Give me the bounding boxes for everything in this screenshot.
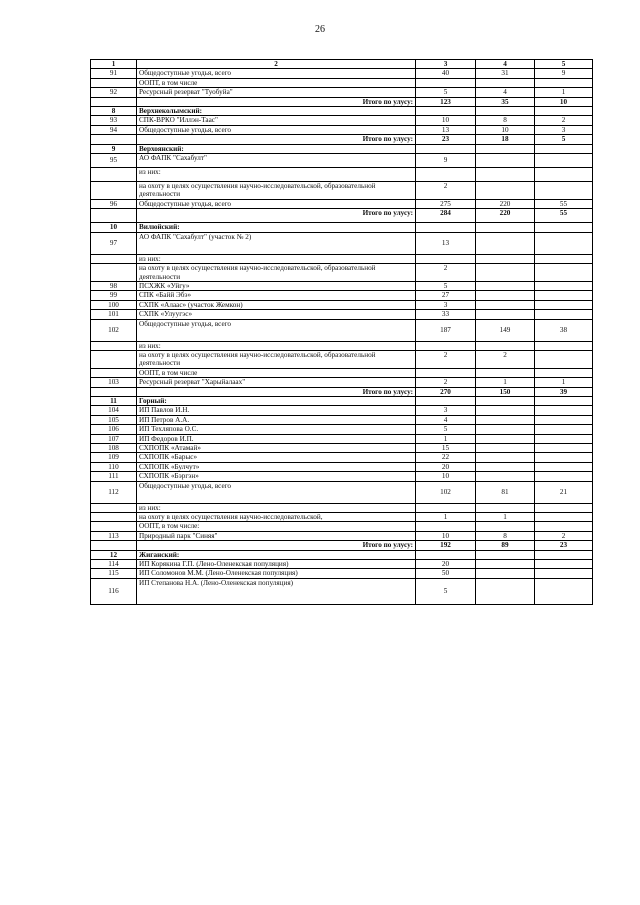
row-number-cell: 108 — [91, 444, 137, 453]
row-name-cell: ООПТ, в том числе: — [137, 522, 416, 531]
table-row — [91, 281, 593, 290]
row-number-cell — [91, 168, 137, 182]
row-name-cell: Природный парк "Синяя" — [137, 531, 416, 540]
col4-value-cell — [476, 503, 535, 512]
table-row — [91, 300, 593, 309]
empty-cell — [416, 107, 476, 116]
col3-value-cell: 102 — [416, 481, 476, 503]
empty-cell — [476, 396, 535, 405]
table-row — [91, 425, 593, 434]
row-number-cell: 91 — [91, 69, 137, 78]
row-name-cell: на охоту в целях осуществления научно-исследовательской, образовательной деятельности — [137, 182, 416, 200]
col4-value-cell — [476, 300, 535, 309]
col3-value-cell: 10 — [416, 472, 476, 481]
district-total-row — [91, 97, 593, 106]
row-name-cell: из них: — [137, 254, 416, 263]
row-number-cell: 109 — [91, 453, 137, 462]
hunting-grounds-table — [90, 59, 593, 605]
col3-value-cell — [416, 168, 476, 182]
row-name-cell: ИП Степанова Н.А. (Лено-Оленекская популяция) — [137, 578, 416, 604]
col5-value-cell — [535, 472, 593, 481]
col3-value-cell — [416, 368, 476, 377]
total-col4-cell: 220 — [476, 209, 535, 223]
col5-value-cell — [535, 182, 593, 200]
col4-value-cell: 81 — [476, 481, 535, 503]
row-number-cell — [91, 135, 137, 144]
table-row — [91, 578, 593, 604]
table-row — [91, 154, 593, 168]
district-number-cell: 12 — [91, 550, 137, 559]
district-header-row — [91, 550, 593, 559]
col3-value-cell: 5 — [416, 425, 476, 434]
col5-value-cell — [535, 453, 593, 462]
col4-value-cell: 2 — [476, 350, 535, 368]
total-col5-cell: 23 — [535, 541, 593, 550]
col4-value-cell — [476, 232, 535, 254]
col3-value-cell — [416, 254, 476, 263]
col5-value-cell: 2 — [535, 531, 593, 540]
table-row — [91, 481, 593, 503]
row-number-cell — [91, 341, 137, 350]
row-number-cell: 104 — [91, 406, 137, 415]
col3-value-cell: 13 — [416, 232, 476, 254]
table-row — [91, 569, 593, 578]
col3-value-cell: 2 — [416, 264, 476, 282]
district-total-row — [91, 135, 593, 144]
row-name-cell: ИП Техляпова О.С. — [137, 425, 416, 434]
row-number-cell — [91, 387, 137, 396]
row-name-cell: ИП Корякина Г.П. (Лено-Оленекская популяция) — [137, 560, 416, 569]
col4-value-cell — [476, 254, 535, 263]
row-number-cell: 97 — [91, 232, 137, 254]
row-number-cell: 102 — [91, 319, 137, 341]
table-row — [91, 415, 593, 424]
empty-cell — [416, 223, 476, 232]
total-col5-cell: 10 — [535, 97, 593, 106]
col3-value-cell: 20 — [416, 560, 476, 569]
col5-value-cell — [535, 406, 593, 415]
table-row — [91, 531, 593, 540]
row-name-cell: СХПОПК «Атамай» — [137, 444, 416, 453]
col3-value-cell: 2 — [416, 350, 476, 368]
row-number-cell: 106 — [91, 425, 137, 434]
col3-value-cell: 33 — [416, 310, 476, 319]
col4-value-cell: 149 — [476, 319, 535, 341]
col4-value-cell — [476, 406, 535, 415]
header-cell-3: 3 — [416, 60, 476, 69]
table-row — [91, 254, 593, 263]
col4-value-cell — [476, 281, 535, 290]
col5-value-cell — [535, 341, 593, 350]
col5-value-cell: 2 — [535, 116, 593, 125]
row-number-cell: 101 — [91, 310, 137, 319]
row-number-cell: 113 — [91, 531, 137, 540]
header-cell-4: 4 — [476, 60, 535, 69]
col4-value-cell — [476, 291, 535, 300]
row-number-cell: 103 — [91, 378, 137, 387]
table-row — [91, 125, 593, 134]
district-name-cell: Жиганский: — [137, 550, 416, 559]
row-number-cell: 110 — [91, 462, 137, 471]
col3-value-cell — [416, 503, 476, 512]
col4-value-cell — [476, 578, 535, 604]
empty-cell — [416, 550, 476, 559]
table-row — [91, 232, 593, 254]
table-row — [91, 341, 593, 350]
col3-value-cell: 3 — [416, 300, 476, 309]
row-number-cell — [91, 254, 137, 263]
row-name-cell: Общедоступные угодья, всего — [137, 319, 416, 341]
col4-value-cell — [476, 522, 535, 531]
row-name-cell: СХПОПК «Барыс» — [137, 453, 416, 462]
col4-value-cell — [476, 569, 535, 578]
row-name-cell: Ресурсный резерват "Харыйалаах" — [137, 378, 416, 387]
col3-value-cell: 3 — [416, 406, 476, 415]
row-number-cell — [91, 541, 137, 550]
total-col5-cell: 55 — [535, 209, 593, 223]
col5-value-cell — [535, 254, 593, 263]
table-row — [91, 522, 593, 531]
col5-value-cell: 55 — [535, 199, 593, 208]
col5-value-cell — [535, 78, 593, 87]
table-row — [91, 503, 593, 512]
empty-cell — [535, 107, 593, 116]
district-name-cell: Верхоянский: — [137, 144, 416, 153]
table-row — [91, 310, 593, 319]
col5-value-cell — [535, 232, 593, 254]
col3-value-cell: 9 — [416, 154, 476, 168]
table-row — [91, 560, 593, 569]
col4-value-cell: 10 — [476, 125, 535, 134]
row-name-cell: СХПК «Улуугэс» — [137, 310, 416, 319]
row-name-cell: на охоту в целях осуществления научно-исследовательской, образовательной деятельности — [137, 350, 416, 368]
col4-value-cell — [476, 78, 535, 87]
total-col4-cell: 35 — [476, 97, 535, 106]
district-header-row — [91, 107, 593, 116]
col4-value-cell — [476, 168, 535, 182]
col3-value-cell: 15 — [416, 444, 476, 453]
table-header-row — [91, 60, 593, 69]
col4-value-cell — [476, 560, 535, 569]
col3-value-cell: 2 — [416, 378, 476, 387]
table-row — [91, 182, 593, 200]
row-name-cell: Общедоступные угодья, всего — [137, 481, 416, 503]
table-row — [91, 69, 593, 78]
col5-value-cell — [535, 560, 593, 569]
row-number-cell: 94 — [91, 125, 137, 134]
col4-value-cell — [476, 341, 535, 350]
row-number-cell: 114 — [91, 560, 137, 569]
empty-cell — [476, 550, 535, 559]
col3-value-cell: 187 — [416, 319, 476, 341]
total-col4-cell: 18 — [476, 135, 535, 144]
total-col3-cell: 284 — [416, 209, 476, 223]
total-label-cell: Итого по улусу: — [137, 97, 416, 106]
row-number-cell: 100 — [91, 300, 137, 309]
table-row — [91, 199, 593, 208]
row-number-cell — [91, 78, 137, 87]
total-col3-cell: 192 — [416, 541, 476, 550]
col5-value-cell — [535, 154, 593, 168]
row-name-cell: СПК «Байй Эбэ» — [137, 291, 416, 300]
row-number-cell — [91, 264, 137, 282]
table-row — [91, 264, 593, 282]
col3-value-cell — [416, 341, 476, 350]
col5-value-cell — [535, 368, 593, 377]
col4-value-cell: 1 — [476, 378, 535, 387]
row-number-cell: 96 — [91, 199, 137, 208]
table-row — [91, 291, 593, 300]
district-number-cell: 8 — [91, 107, 137, 116]
row-name-cell: АО ФАПК "Сахабулт" (участок № 2) — [137, 232, 416, 254]
col4-value-cell — [476, 154, 535, 168]
col5-value-cell: 21 — [535, 481, 593, 503]
total-label-cell: Итого по улусу: — [137, 541, 416, 550]
row-name-cell: из них: — [137, 341, 416, 350]
col4-value-cell: 220 — [476, 199, 535, 208]
district-total-row — [91, 209, 593, 223]
col5-value-cell — [535, 291, 593, 300]
empty-cell — [535, 396, 593, 405]
table-row — [91, 453, 593, 462]
row-name-cell: из них: — [137, 168, 416, 182]
table-row — [91, 513, 593, 522]
district-name-cell: Верхнеколымский: — [137, 107, 416, 116]
col5-value-cell — [535, 350, 593, 368]
col4-value-cell: 8 — [476, 531, 535, 540]
row-number-cell — [91, 368, 137, 377]
row-name-cell: СХПОПК «Булчут» — [137, 462, 416, 471]
col3-value-cell: 5 — [416, 578, 476, 604]
row-number-cell: 99 — [91, 291, 137, 300]
col4-value-cell — [476, 444, 535, 453]
col5-value-cell: 1 — [535, 88, 593, 97]
col5-value-cell — [535, 522, 593, 531]
col5-value-cell — [535, 168, 593, 182]
col3-value-cell: 50 — [416, 569, 476, 578]
col3-value-cell: 10 — [416, 116, 476, 125]
table-row — [91, 434, 593, 443]
row-name-cell: Ресурсный резерват "Туобуйа" — [137, 88, 416, 97]
empty-cell — [476, 223, 535, 232]
empty-cell — [476, 107, 535, 116]
col5-value-cell — [535, 569, 593, 578]
total-label-cell: Итого по улусу: — [137, 135, 416, 144]
row-number-cell — [91, 503, 137, 512]
row-name-cell: из них: — [137, 503, 416, 512]
row-number-cell: 116 — [91, 578, 137, 604]
row-name-cell: ПСХЖК «Уйгу» — [137, 281, 416, 290]
total-col4-cell: 150 — [476, 387, 535, 396]
total-col5-cell: 39 — [535, 387, 593, 396]
total-col3-cell: 270 — [416, 387, 476, 396]
table-row — [91, 78, 593, 87]
col5-value-cell — [535, 264, 593, 282]
table-row — [91, 168, 593, 182]
empty-cell — [416, 396, 476, 405]
empty-cell — [535, 223, 593, 232]
row-name-cell: АО ФАПК "Сахабулт" — [137, 154, 416, 168]
row-number-cell: 95 — [91, 154, 137, 168]
col5-value-cell — [535, 578, 593, 604]
header-cell-2: 2 — [137, 60, 416, 69]
total-label-cell: Итого по улусу: — [137, 209, 416, 223]
row-number-cell: 92 — [91, 88, 137, 97]
row-name-cell: ИП Федоров И.П. — [137, 434, 416, 443]
col4-value-cell: 31 — [476, 69, 535, 78]
header-cell-1: 1 — [91, 60, 137, 69]
table-row — [91, 472, 593, 481]
row-name-cell: ИП Петров А.А. — [137, 415, 416, 424]
table-row — [91, 378, 593, 387]
total-col3-cell: 23 — [416, 135, 476, 144]
district-number-cell: 10 — [91, 223, 137, 232]
district-header-row — [91, 144, 593, 153]
col5-value-cell — [535, 300, 593, 309]
table-row — [91, 406, 593, 415]
col3-value-cell: 27 — [416, 291, 476, 300]
col3-value-cell — [416, 78, 476, 87]
row-number-cell — [91, 97, 137, 106]
table-row — [91, 88, 593, 97]
row-number-cell: 115 — [91, 569, 137, 578]
district-name-cell: Вилюйский: — [137, 223, 416, 232]
row-number-cell: 107 — [91, 434, 137, 443]
table-row — [91, 444, 593, 453]
district-header-row — [91, 223, 593, 232]
col4-value-cell — [476, 472, 535, 481]
col5-value-cell — [535, 462, 593, 471]
district-number-cell: 11 — [91, 396, 137, 405]
col4-value-cell: 1 — [476, 513, 535, 522]
table-row — [91, 350, 593, 368]
col5-value-cell — [535, 425, 593, 434]
row-name-cell: Общедоступные угодья, всего — [137, 125, 416, 134]
district-name-cell: Горный: — [137, 396, 416, 405]
col5-value-cell: 1 — [535, 378, 593, 387]
total-label-cell: Итого по улусу: — [137, 387, 416, 396]
col5-value-cell — [535, 503, 593, 512]
table-row — [91, 462, 593, 471]
col3-value-cell: 5 — [416, 88, 476, 97]
table-row — [91, 368, 593, 377]
row-number-cell — [91, 522, 137, 531]
row-number-cell: 111 — [91, 472, 137, 481]
col3-value-cell: 4 — [416, 415, 476, 424]
district-total-row — [91, 387, 593, 396]
table-row — [91, 319, 593, 341]
col5-value-cell — [535, 434, 593, 443]
row-name-cell: Общедоступные угодья, всего — [137, 69, 416, 78]
row-number-cell — [91, 350, 137, 368]
col5-value-cell: 9 — [535, 69, 593, 78]
header-cell-5: 5 — [535, 60, 593, 69]
table-body — [91, 60, 593, 605]
col4-value-cell — [476, 462, 535, 471]
page-number: 26 — [315, 24, 325, 35]
row-name-cell: СПК-ВРКО "Иллэн-Таас" — [137, 116, 416, 125]
empty-cell — [535, 144, 593, 153]
col4-value-cell: 8 — [476, 116, 535, 125]
row-name-cell: СХПК «Алаас» (участок Жемкон) — [137, 300, 416, 309]
table-row — [91, 116, 593, 125]
col3-value-cell — [416, 522, 476, 531]
col3-value-cell: 275 — [416, 199, 476, 208]
col5-value-cell: 38 — [535, 319, 593, 341]
total-col5-cell: 5 — [535, 135, 593, 144]
row-number-cell — [91, 513, 137, 522]
col4-value-cell: 4 — [476, 88, 535, 97]
row-number-cell: 98 — [91, 281, 137, 290]
row-name-cell: ООПТ, в том числе — [137, 78, 416, 87]
col4-value-cell — [476, 310, 535, 319]
row-number-cell: 93 — [91, 116, 137, 125]
col5-value-cell — [535, 444, 593, 453]
empty-cell — [476, 144, 535, 153]
row-number-cell — [91, 182, 137, 200]
row-number-cell: 105 — [91, 415, 137, 424]
row-name-cell: ИП Соломонов М.М. (Лено-Оленекская популяция) — [137, 569, 416, 578]
district-header-row — [91, 396, 593, 405]
col4-value-cell — [476, 453, 535, 462]
district-number-cell: 9 — [91, 144, 137, 153]
row-name-cell: на охоту в целях осуществления научно-исследовательской, образовательной деятельности — [137, 264, 416, 282]
total-col4-cell: 89 — [476, 541, 535, 550]
row-name-cell: ООПТ, в том числе — [137, 368, 416, 377]
col3-value-cell: 10 — [416, 531, 476, 540]
empty-cell — [416, 144, 476, 153]
col5-value-cell — [535, 415, 593, 424]
col5-value-cell — [535, 513, 593, 522]
col4-value-cell — [476, 182, 535, 200]
col3-value-cell: 5 — [416, 281, 476, 290]
col5-value-cell — [535, 310, 593, 319]
col3-value-cell: 1 — [416, 513, 476, 522]
col3-value-cell: 1 — [416, 434, 476, 443]
empty-cell — [535, 550, 593, 559]
district-total-row — [91, 541, 593, 550]
row-name-cell: СХПОПК «Бэргэн» — [137, 472, 416, 481]
row-name-cell: Общедоступные угодья, всего — [137, 199, 416, 208]
col3-value-cell: 13 — [416, 125, 476, 134]
col4-value-cell — [476, 415, 535, 424]
col3-value-cell: 20 — [416, 462, 476, 471]
row-name-cell: ИП Павлов И.Н. — [137, 406, 416, 415]
col4-value-cell — [476, 425, 535, 434]
col4-value-cell — [476, 264, 535, 282]
col4-value-cell — [476, 434, 535, 443]
row-number-cell: 112 — [91, 481, 137, 503]
col5-value-cell: 3 — [535, 125, 593, 134]
col5-value-cell — [535, 281, 593, 290]
col3-value-cell: 2 — [416, 182, 476, 200]
col3-value-cell: 40 — [416, 69, 476, 78]
row-number-cell — [91, 209, 137, 223]
col3-value-cell: 22 — [416, 453, 476, 462]
total-col3-cell: 123 — [416, 97, 476, 106]
col4-value-cell — [476, 368, 535, 377]
row-name-cell: на охоту в целях осуществления научно-исследовательской, — [137, 513, 416, 522]
